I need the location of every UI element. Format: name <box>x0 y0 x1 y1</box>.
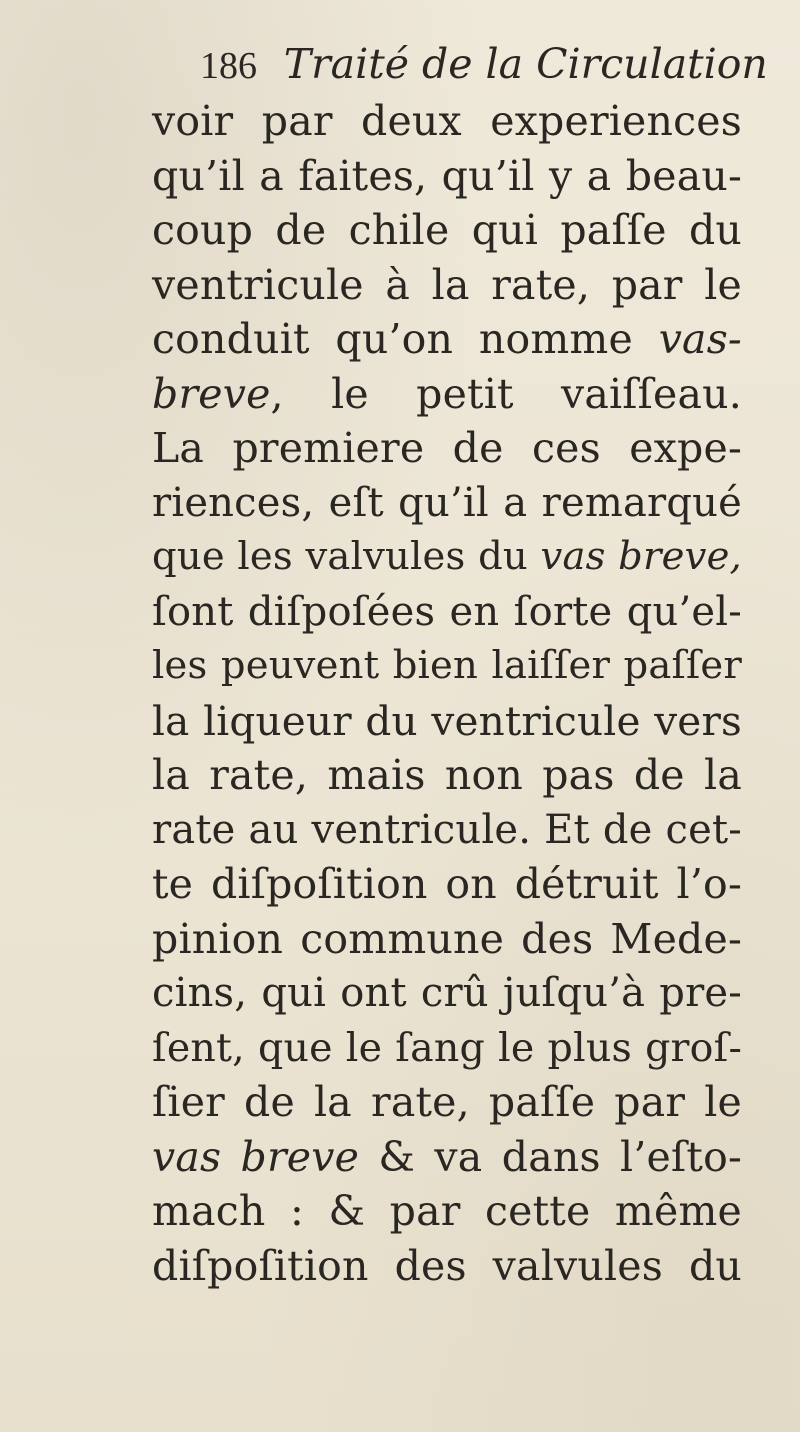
text-line <box>152 421 742 476</box>
text-segment: conduit qu’on nomme <box>152 315 659 363</box>
text-line <box>152 1021 742 1076</box>
text-line <box>152 585 742 640</box>
italic-term: vas breve <box>152 1132 360 1181</box>
text-segment: qu’il a faites, qu’il y a beau- <box>152 151 742 200</box>
text-segment: , le petit vaiſſeau. <box>270 369 742 418</box>
text-segment: les peuvent bien laiſſer paſſer <box>152 643 742 688</box>
text-segment: que les valvules du <box>152 534 541 579</box>
text-segment: ventricule à la rate, par le <box>152 260 742 309</box>
text-segment: diſpoſition des valvules du <box>152 1241 742 1290</box>
text-line <box>152 694 742 749</box>
text-segment: & va dans l’eſto- <box>359 1132 743 1181</box>
text-segment: rate au ventricule. Et de cet- <box>152 806 742 853</box>
text-segment: pinion commune des Mede- <box>152 914 742 963</box>
text-line <box>152 1075 742 1130</box>
text-line <box>152 857 742 912</box>
text-segment: ſont diſpoſées en ſorte qu’el- <box>152 588 742 635</box>
text-segment: la liqueur du ventricule vers <box>152 696 742 745</box>
text-line <box>152 1239 742 1294</box>
text-line <box>152 1184 742 1239</box>
text-segment: coup de chile qui paſſe du <box>152 206 742 254</box>
text-line <box>152 912 742 967</box>
text-segment: ſent, que le ſang le plus groſ- <box>152 1024 742 1071</box>
text-segment: La premiere de ces expe- <box>152 424 742 472</box>
text-line <box>152 803 742 858</box>
text-line <box>152 966 742 1021</box>
text-segment: riences, eſt qu’il a remarqué <box>152 479 742 526</box>
text-line <box>152 476 742 531</box>
text-segment: cins, qui ont crû juſqu’à pre- <box>152 970 742 1016</box>
text-segment: voir par deux experiences <box>152 97 742 145</box>
text-line <box>152 312 742 367</box>
page-number: 186 <box>200 45 257 87</box>
text-segment: mach : & par cette même <box>152 1187 742 1235</box>
text-line <box>152 530 742 585</box>
text-line <box>152 94 742 149</box>
text-segment: ſier de la rate, paſſe par le <box>152 1078 742 1126</box>
text-line <box>152 149 742 204</box>
page-header <box>200 34 768 94</box>
italic-term: vas- <box>658 315 742 363</box>
text-segment: la rate, mais non pas de la <box>152 751 742 799</box>
body-text <box>152 94 742 1293</box>
text-line <box>152 258 742 313</box>
italic-term: breve <box>152 369 271 418</box>
text-segment: te diſpoſition on détruit l’o- <box>152 860 742 908</box>
text-line <box>152 748 742 803</box>
text-line <box>152 639 742 694</box>
text-line <box>152 203 742 258</box>
italic-term: vas breve, <box>540 534 742 579</box>
text-line <box>152 367 742 422</box>
running-head: Traité de la Circulation <box>283 40 768 88</box>
text-line <box>152 1130 742 1185</box>
